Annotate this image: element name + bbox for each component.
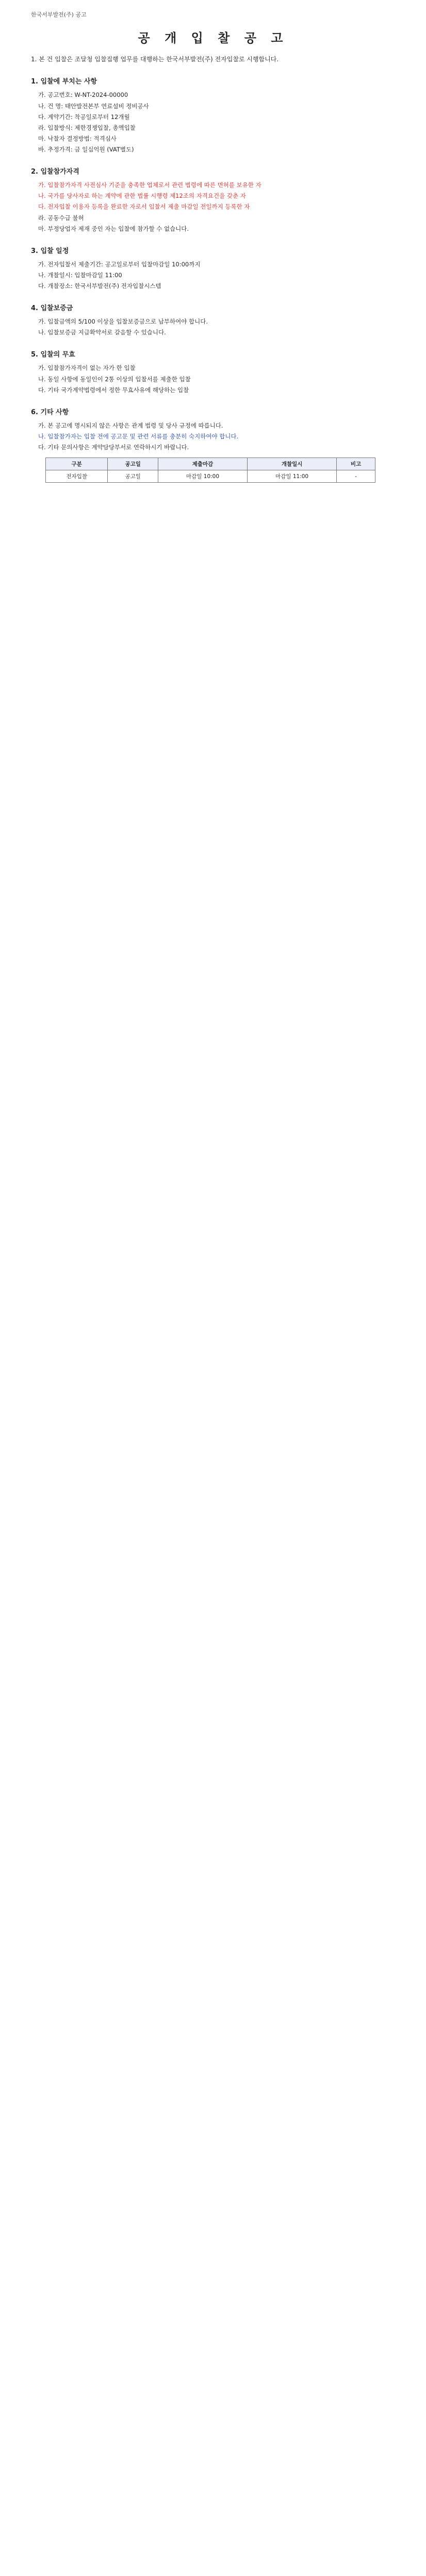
section-line: 라. 입찰방식: 제한경쟁입찰, 총액입찰	[38, 124, 136, 131]
schedule-cell: 마감일 11:00	[248, 470, 337, 483]
issuer-label: 한국서부발전(주) 공고	[31, 11, 87, 18]
section-line: 나. 동일 사항에 동일인이 2통 이상의 입찰서를 제출한 입찰	[38, 375, 191, 383]
schedule-cell: 전자입찰	[46, 470, 108, 483]
section-line: 가. 입찰참가자격이 없는 자가 한 입찰	[38, 364, 136, 372]
section-title: 2. 입찰참가자격	[31, 168, 79, 176]
section-title: 1. 입찰에 부치는 사항	[31, 78, 97, 86]
section-line: 가. 입찰금액의 5/100 이상을 입찰보증금으로 납부하여야 합니다.	[38, 318, 208, 326]
section-title: 6. 기타 사항	[31, 408, 69, 416]
section-title: 4. 입찰보증금	[31, 304, 73, 313]
section-line: 나. 입찰보증금 지급확약서로 갈음할 수 있습니다.	[38, 329, 166, 336]
intro-paragraph: 1. 본 건 입찰은 조달청 입찰집행 업무를 대행하는 한국서부발전(주) 전자입찰로 시행합니다.	[31, 56, 279, 63]
schedule-header-cell: 공고일	[108, 458, 158, 470]
section-line: 나. 국가를 당사자로 하는 계약에 관한 법률 시행령 제12조의 자격요건을 갖춘 자	[38, 192, 246, 200]
section-line: 다. 전자입찰 이용자 등록을 완료한 자로서 입찰서 제출 마감일 전일까지 등록한 자	[38, 203, 250, 211]
section-line: 마. 낙찰자 결정방법: 적격심사	[38, 134, 117, 142]
table-row	[46, 470, 375, 483]
section-line: 나. 개찰일시: 입찰마감일 11:00	[38, 271, 122, 279]
section-line: 라. 공동수급 불허	[38, 214, 84, 222]
section-line: 마. 부정당업자 제재 중인 자는 입찰에 참가할 수 없습니다.	[38, 225, 189, 232]
schedule-header-cell: 비고	[337, 458, 375, 470]
section-line: 다. 계약기간: 착공일로부터 12개월	[38, 113, 130, 121]
schedule-table-header	[46, 458, 375, 470]
section-line: 가. 본 공고에 명시되지 않은 사항은 관계 법령 및 당사 규정에 따릅니다.	[38, 421, 223, 429]
section-line: 가. 공고번호: W-NT-2024-00000	[38, 91, 128, 99]
schedule-cell: 공고일	[108, 470, 158, 483]
section-line: 나. 입찰참가자는 입찰 전에 공고문 및 관련 서류를 충분히 숙지하여야 합니다.	[38, 432, 239, 440]
schedule-table	[45, 457, 375, 483]
section-line: 나. 건 명: 태안발전본부 연료설비 정비공사	[38, 102, 149, 110]
section-title: 5. 입찰의 무효	[31, 351, 75, 359]
document-title: 공 개 입 찰 공 고	[138, 31, 288, 45]
schedule-cell: -	[337, 470, 375, 483]
schedule-header-cell: 개찰일시	[248, 458, 337, 470]
section-line: 다. 기타 문의사항은 계약담당부서로 연락하시기 바랍니다.	[38, 444, 189, 451]
section-title: 3. 입찰 일정	[31, 247, 69, 255]
section-line: 다. 개찰장소: 한국서부발전(주) 전자입찰시스템	[38, 282, 161, 290]
section-line: 가. 입찰참가자격 사전심사 기준을 충족한 업체로서 관련 법령에 따른 면허를 보유한 자	[38, 181, 261, 189]
schedule-table-body	[46, 470, 375, 483]
schedule-header-cell: 구분	[46, 458, 108, 470]
section-line: 바. 추정가격: 금 일십억원 (VAT별도)	[38, 146, 134, 154]
section-line: 다. 기타 국가계약법령에서 정한 무효사유에 해당하는 입찰	[38, 386, 189, 394]
schedule-header-cell: 제출마감	[158, 458, 247, 470]
section-line: 가. 전자입찰서 제출기간: 공고일로부터 입찰마감일 10:00까지	[38, 260, 201, 268]
notice-sections	[31, 76, 395, 452]
schedule-cell: 마감일 10:00	[158, 470, 247, 483]
